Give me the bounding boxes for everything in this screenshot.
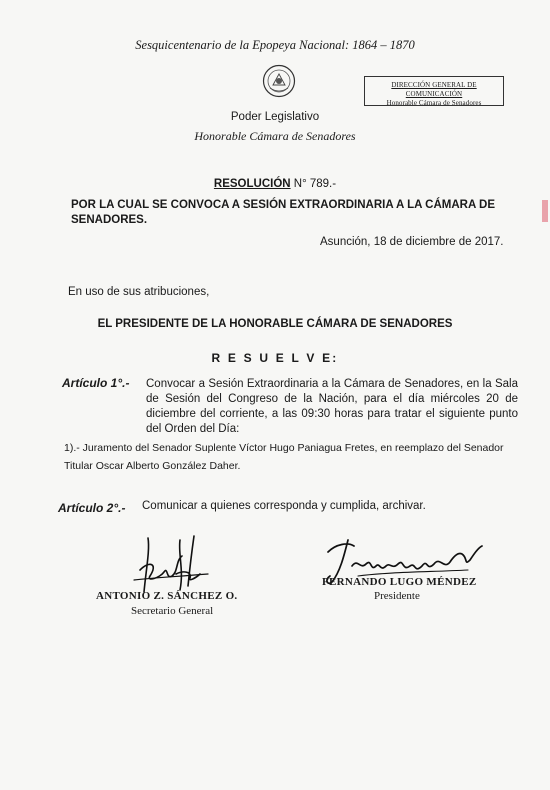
authority-heading: EL PRESIDENTE DE LA HONORABLE CÁMARA DE SENADORES	[97, 318, 453, 330]
resolution-number: N° 789.-	[290, 178, 337, 190]
communication-stamp	[364, 76, 504, 106]
stamp-line-1: DIRECCIÓN GENERAL DE COMUNICACIÓN	[391, 81, 477, 98]
poder-legislativo-label: Poder Legislativo	[230, 111, 320, 123]
preamble-text: En uso de sus atribuciones,	[68, 286, 210, 298]
agenda-item-1: 1).- Juramento del Senador Suplente Víctor Hugo Paniagua Fretes, en reemplazo del Senador Titular Oscar Alberto González Daher.	[64, 442, 504, 472]
secretary-role: Secretario General	[131, 605, 214, 617]
coat-of-arms-seal-icon	[262, 64, 296, 98]
president-name: FERNANDO LUGO MÉNDEZ	[322, 576, 477, 588]
resuelve-heading: R E S U E L V E:	[211, 351, 339, 365]
article-2-label: Artículo 2°.-	[58, 501, 126, 515]
article-2-text: Comunicar a quienes corresponda y cumplida, archivar.	[142, 500, 426, 512]
article-1-label: Artículo 1°.-	[62, 376, 130, 390]
article-1-text: Convocar a Sesión Extraordinaria a la Cámara de Senadores, en la Sala de Sesión del Congreso de la Nación, para el día miércoles 20 de diciembre del corriente, a las 09:30 horas para tratar el siguiente punto del Orden del Día:	[146, 378, 518, 435]
resolution-date: Asunción, 18 de diciembre de 2017.	[320, 236, 504, 248]
camara-label: Honorable Cámara de Senadores	[194, 129, 356, 143]
sesquicentenario-heading: Sesquicentenario de la Epopeya Nacional: 1864 – 1870	[135, 38, 415, 52]
resolution-label: RESOLUCIÓN	[213, 178, 291, 190]
resolution-title: POR LA CUAL SE CONVOCA A SESIÓN EXTRAORDINARIA A LA CÁMARA DE SENADORES.	[71, 199, 496, 226]
secretary-name: ANTONIO Z. SÁNCHEZ O.	[96, 590, 238, 602]
resolution-number-line	[0, 178, 550, 190]
stamp-line-2: Honorable Cámara de Senadores	[386, 99, 482, 107]
page-edge-mark	[542, 200, 548, 222]
president-role: Presidente	[374, 590, 420, 602]
